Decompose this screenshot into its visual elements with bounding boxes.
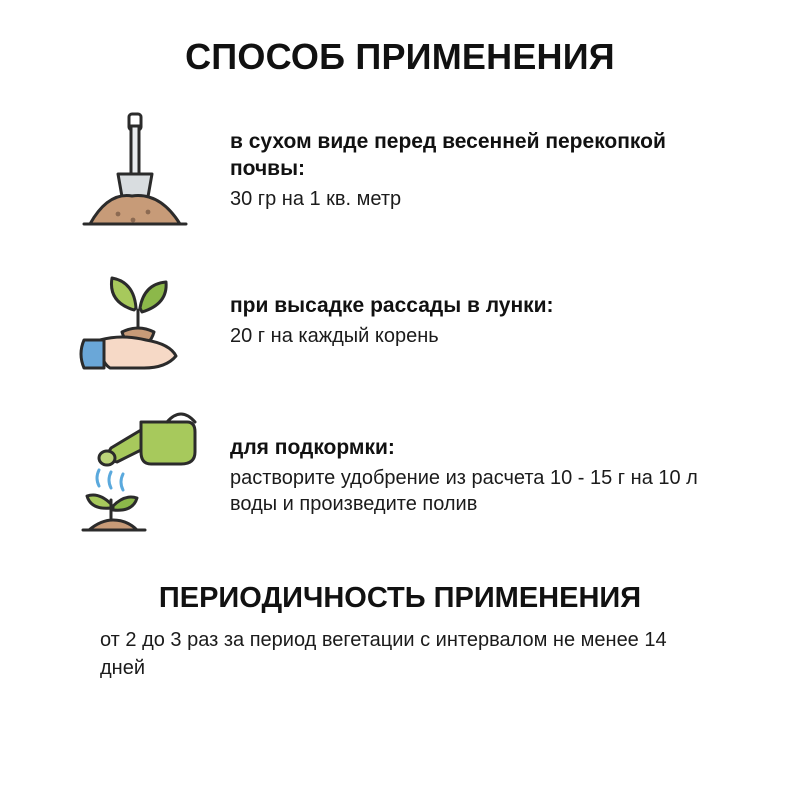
step-item: [40, 396, 760, 556]
step-text: [230, 129, 760, 212]
step-body: 20 г на каждый корень: [230, 324, 439, 347]
step-text: [230, 293, 760, 349]
step-item: [40, 246, 760, 396]
step-heading: при высадке рассады в лунки:: [230, 293, 554, 317]
hand-with-seedling-icon: [40, 246, 230, 396]
step-heading: для подкормки:: [230, 435, 395, 459]
frequency-title: ПЕРИОДИЧНОСТЬ ПРИМЕНЕНИЯ: [158, 582, 642, 614]
frequency-note: от 2 до 3 раз за период вегетации с интервалом не менее 14 дней: [100, 629, 667, 679]
step-body: растворите удобрение из расчета 10 - 15 г на 10 л воды и произведите полив: [230, 466, 698, 515]
step-body: 30 гр на 1 кв. метр: [230, 188, 402, 211]
steps-list: [40, 96, 760, 556]
step-text: [230, 435, 760, 518]
shovel-in-soil-icon: [40, 96, 230, 246]
watering-can-icon: [40, 396, 230, 556]
step-item: [40, 96, 760, 246]
step-heading: в сухом виде перед весенней перекопкой почвы:: [230, 130, 666, 181]
page-title: СПОСОБ ПРИМЕНЕНИЯ: [185, 36, 615, 77]
